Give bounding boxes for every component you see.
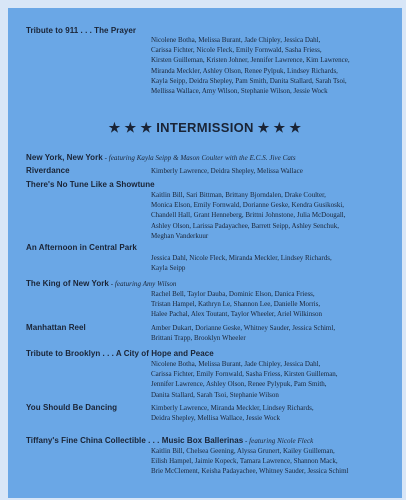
section-title: Riverdance — [26, 166, 70, 175]
featuring-note: - featuring Amy Wilson — [108, 280, 177, 288]
performer-line: Tristan Hampel, Kathryn Le, Shannon Lee, Danielle Morris, — [151, 300, 321, 309]
performer-line: Deidra Shepley, Mellisa Wallace, Jessie Wock — [151, 414, 280, 423]
performer-line: Meghan Vanderkuur — [151, 231, 209, 240]
performer-line: Mellissa Wallace, Amy Wilson, Stephanie Wilson, Jessie Wock — [151, 87, 328, 96]
performer-line: Kayla Seipp — [151, 264, 186, 273]
performer-line: Brie McClement, Keisha Padayachee, Whitney Sauder, Jessica Schiml — [151, 467, 349, 476]
tribute-911-section — [26, 26, 394, 96]
performer-line: Nicolene Botha, Melissa Burant, Jade Chipley, Jessica Dahl, — [151, 36, 321, 44]
performer-line: Carissa Fichter, Emily Fornwald, Sasha Friess, Kirsten Guilleman, — [151, 370, 338, 379]
performer-list — [151, 190, 394, 241]
dancing-section — [26, 403, 394, 423]
performer-line: Kimberly Lawrence, Miranda Meckler, Lindsey Richards, — [151, 404, 314, 412]
performer-line: Kayla Seipp, Deidra Shepley, Pam Smith, Danita Stallard, Sarah Tsoi, — [151, 76, 347, 85]
showtune-section — [26, 180, 394, 240]
new-york-section — [26, 153, 394, 162]
performer-line: Kimberly Lawrence, Deidra Shepley, Melissa Wallace — [151, 167, 303, 175]
performer-list — [151, 403, 394, 423]
performer-line: Brittani Trapp, Brooklyn Wheeler — [151, 334, 246, 343]
performer-line: Kaitlin Bill, Sari Bittman, Brittany Bjorndalen, Drake Coulter, — [151, 191, 326, 199]
program-page — [8, 8, 402, 498]
performer-list — [151, 359, 394, 400]
performer-line: Carissa Fichter, Nicole Fleck, Emily Fornwald, Sasha Friess, — [151, 46, 322, 55]
performer-line: Ashley Olson, Larissa Padayachee, Barrett Seipp, Ashley Senchuk, — [151, 221, 339, 230]
tiffany-section — [26, 436, 394, 476]
manhattan-reel-section — [26, 323, 394, 343]
section-title: You Should Be Dancing — [26, 403, 118, 412]
performer-line: Halee Pachal, Alex Toutant, Taylor Wheeler, Ariel Wilkinson — [151, 310, 322, 319]
performer-line: Monica Elson, Emily Fornwald, Dorianne Geske, Kendra Gusikoski, — [151, 201, 345, 210]
brooklyn-section — [26, 349, 394, 399]
featuring-note: - featuring Nicole Fleck — [243, 437, 314, 445]
performer-line: Rachel Bell, Taylor Dauba, Dominic Elson, Danica Friess, — [151, 290, 315, 298]
performer-line: Danita Stallard, Sarah Tsoi, Stephanie Wilson — [151, 390, 279, 399]
section-title: Tribute to Brooklyn . . . A City of Hope and Peace — [26, 349, 214, 358]
performer-list — [151, 253, 394, 273]
section-title: The King of New York - featuring Amy Wilson — [26, 279, 177, 288]
section-title: An Afternoon in Central Park — [26, 243, 137, 252]
performer-line: Kirsten Guilleman, Kristen Johner, Jennifer Lawrence, Kim Lawrence, — [151, 56, 350, 65]
intermission-heading: ★ ★ ★ INTERMISSION ★ ★ ★ — [108, 120, 302, 135]
section-title: New York, New York - featuring Kayla Seipp & Mason Coulter with the E.C.S. Jive Cats — [26, 153, 296, 162]
performer-line: Jennifer Lawrence, Ashley Olson, Renee Pylypuk, Pam Smith, — [151, 380, 327, 389]
featuring-note: - featuring Kayla Seipp & Mason Coulter with the E.C.S. Jive Cats — [102, 154, 296, 162]
section-title: Tiffany's Fine China Collectible . . . Music Box Ballerinas - featuring Nicole Fleck — [26, 436, 314, 445]
performer-line: Amber Dukart, Dorianne Geske, Whitney Sauder, Jessica Schiml, — [151, 324, 336, 332]
performer-line: Nicolene Botha, Melissa Burant, Jade Chipley, Jessica Dahl, — [151, 360, 321, 368]
performer-line: Chandell Hall, Grant Henneberg, Brittni Johnstone, Julia McDougall, — [151, 211, 346, 220]
performer-list — [151, 35, 394, 96]
performer-line: Eilish Hampel, Jaimie Kopeck, Tamara Lawrence, Shannon Mack, — [151, 457, 338, 466]
performer-line: Kaitlin Bill, Chelsea Geening, Alyssa Grunert, Kailey Guilleman, — [151, 447, 335, 455]
performer-list — [151, 446, 394, 477]
performer-list — [151, 323, 394, 343]
performer-line: Jessica Dahl, Nicole Fleck, Miranda Meckler, Lindsey Richards, — [151, 254, 332, 262]
section-title: Manhattan Reel — [26, 323, 86, 332]
section-title: There's No Tune Like a Showtune — [26, 180, 155, 189]
performer-list — [151, 289, 394, 320]
section-title: Tribute to 911 . . . The Prayer — [26, 26, 137, 35]
riverdance-section — [26, 166, 394, 175]
king-of-ny-section — [26, 279, 394, 319]
central-park-section — [26, 243, 394, 273]
performer-line: Miranda Meckler, Ashley Olson, Renee Pylpuk, Lindsey Richards, — [151, 66, 338, 75]
